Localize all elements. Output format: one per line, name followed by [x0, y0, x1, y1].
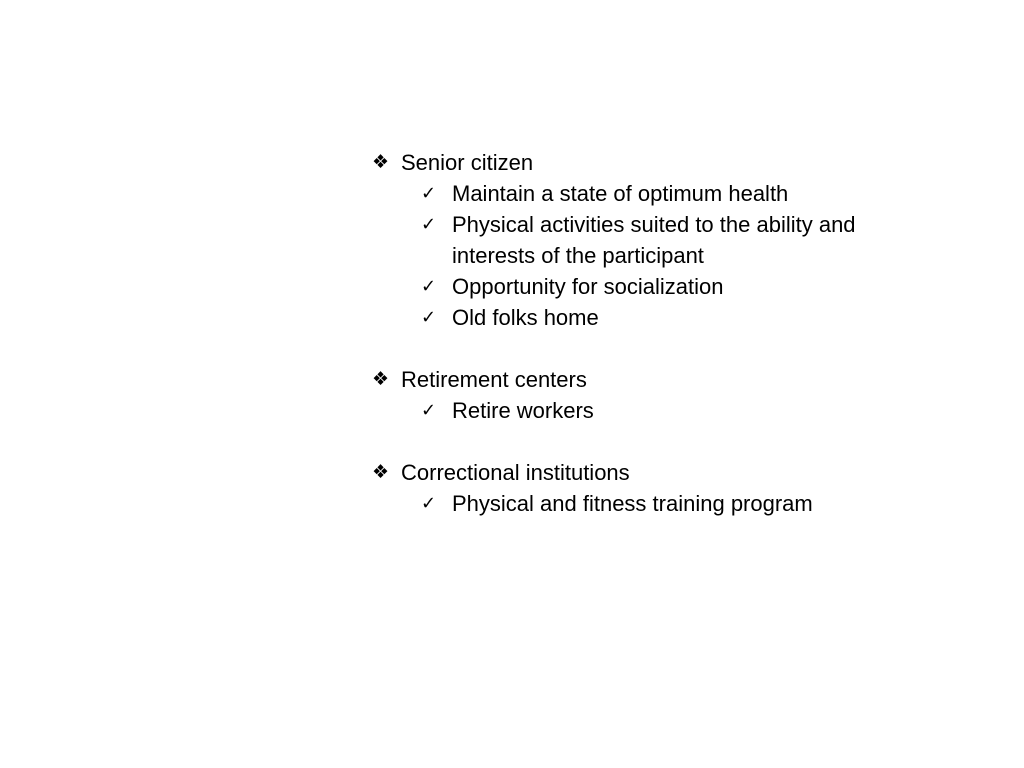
checkmark-icon: ✓ [421, 493, 437, 514]
list-item-text: Retire workers [452, 398, 594, 423]
list-item [421, 395, 930, 426]
section-senior-citizen [370, 147, 930, 333]
section-title: Correctional institutions [401, 460, 630, 485]
list-item-text: Physical and fitness training program [452, 491, 813, 516]
list-item-text: Old folks home [452, 305, 599, 330]
checkmark-icon: ✓ [421, 183, 437, 204]
list-item [421, 209, 930, 271]
section-heading [370, 147, 930, 178]
sub-item-list [370, 395, 930, 426]
checkmark-icon: ✓ [421, 276, 437, 297]
section-heading [370, 457, 930, 488]
checkmark-icon: ✓ [421, 307, 437, 328]
diamond-bullet-icon: ❖ [372, 461, 390, 483]
list-item [421, 488, 930, 519]
diamond-bullet-icon: ❖ [372, 368, 390, 390]
section-title: Senior citizen [401, 150, 534, 175]
section-title: Retirement centers [401, 367, 587, 392]
section-correctional-institutions [370, 457, 930, 519]
list-item-text: Physical activities suited to the ability and interests of the participant [452, 212, 856, 268]
section-heading [370, 364, 930, 395]
sub-item-list [370, 178, 930, 333]
list-item [421, 302, 930, 333]
section-retirement-centers [370, 364, 930, 426]
checkmark-icon: ✓ [421, 214, 437, 235]
list-item [421, 178, 930, 209]
list-item [421, 271, 930, 302]
sub-item-list [370, 488, 930, 519]
bullet-content [370, 147, 930, 519]
diamond-bullet-icon: ❖ [372, 151, 390, 173]
checkmark-icon: ✓ [421, 400, 437, 421]
list-item-text: Maintain a state of optimum health [452, 181, 789, 206]
list-item-text: Opportunity for socialization [452, 274, 724, 299]
